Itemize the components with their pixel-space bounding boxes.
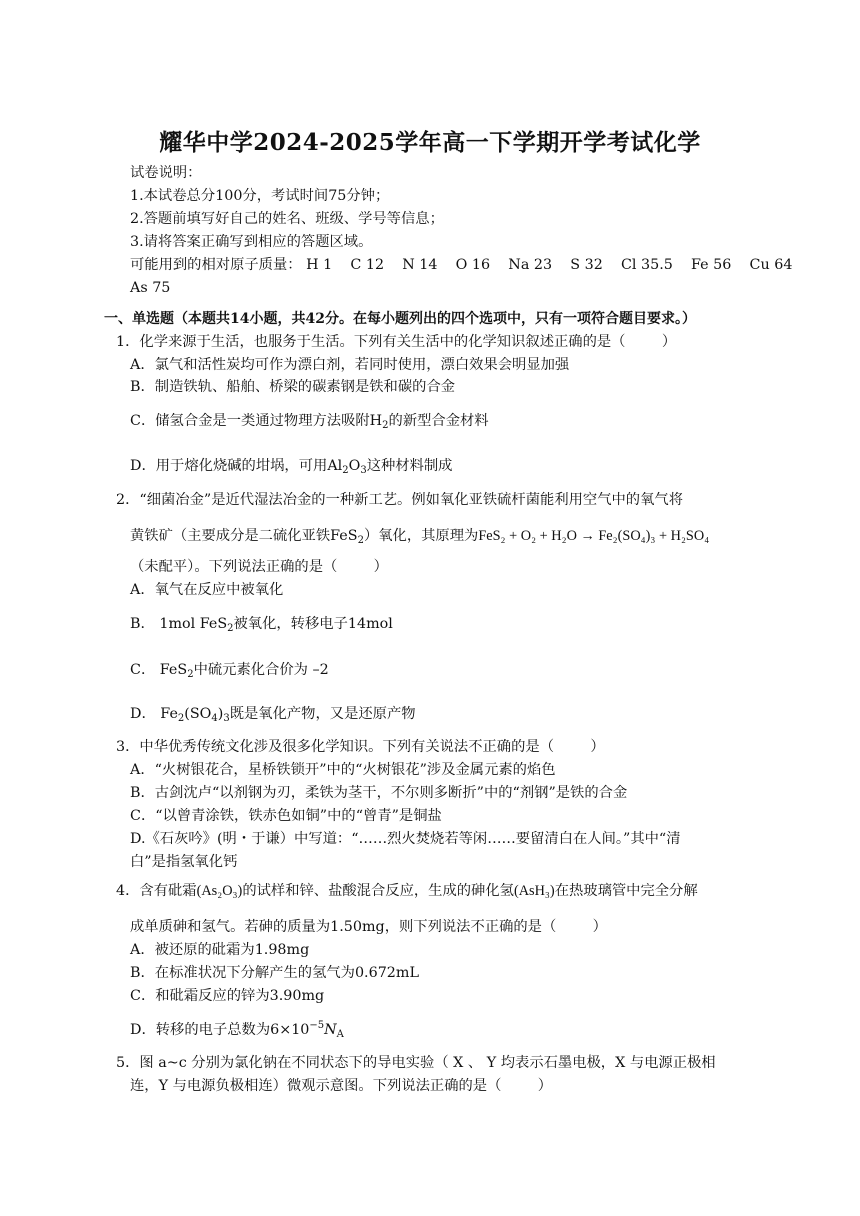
q4-option-a: A．被还原的砒霜为1.98mg — [130, 942, 310, 958]
exam-title: 耀华中学2024-2025学年高一下学期开学考试化学 — [159, 129, 701, 156]
q2-stem-line2: 黄铁矿（主要成分是二硫化亚铁FeS$_2$）氧化，其原理为FeS₂ + O₂ + H₂O → Fe₂(SO₄)₃ + H₂SO₄ — [130, 528, 710, 546]
instructions-heading: 试卷说明： — [130, 165, 202, 181]
q2-equation: FeS₂ + O₂ + H₂O → Fe₂(SO₄)₃ + H₂SO₄ — [478, 528, 710, 544]
q2-stem-line1: 2．“细菌冶金”是近代湿法冶金的一种新工艺。例如氧化亚铁硫杆菌能利用空气中的氧气将 — [116, 492, 683, 508]
q1-option-c: C．储氢合金是一类通过物理方法吸附$H_2$的新型合金材料 — [130, 413, 489, 431]
q3-option-d-line1: D.《石灰吟》(明・于谦）中写道：“……烈火焚烧若等闲……要留清白在人间。”其中“清 — [130, 831, 681, 847]
atomic-masses-line2: As 75 — [130, 280, 171, 296]
q5-stem-line1: 5．图 a~c 分别为氯化钠在不同状态下的导电实验（ X 、 Y 均表示石墨电极，X 与电源正极相 — [116, 1055, 716, 1071]
q4-option-d: D．转移的电子总数为$6\times 10^{-5}N_A$ — [130, 1020, 344, 1040]
section-1-heading: 一、单选题（本题共14小题，共42分。在每小题列出的四个选项中，只有一项符合题目要求。） — [104, 311, 696, 327]
instruction-item-3: 3.请将答案正确写到相应的答题区域。 — [130, 234, 373, 250]
q4-arsenic-trioxide-formula: (As₂O₃) — [196, 883, 243, 899]
q4-arsine-formula: (AsH₃) — [513, 883, 555, 899]
q2-option-a: A．氧气在反应中被氧化 — [130, 582, 284, 598]
instruction-item-2: 2.答题前填写好自己的姓名、班级、学号等信息； — [130, 211, 444, 227]
atomic-masses-line1: 可能用到的相对原子质量： H 1 C 12 N 14 O 16 Na 23 S 32 Cl 35.5 Fe 56 Cu 64 — [130, 257, 793, 273]
q1-option-a: A．氯气和活性炭均可作为漂白剂，若同时使用，漂白效果会明显加强 — [130, 357, 570, 373]
q3-option-b: B．古剑沈卢“以剂钢为刃，柔铁为茎干，不尔则多断折”中的“剂钢”是铁的合金 — [130, 785, 628, 801]
q4-stem-line2: 成单质砷和氢气。若砷的质量为1.50mg，则下列说法不正确的是（ ） — [130, 919, 607, 935]
q3-option-c: C．“以曾青涂铁，铁赤色如铜”中的“曾青”是铜盐 — [130, 808, 442, 824]
q4-stem-line1: 4．含有砒霜(As₂O₃)的试样和锌、盐酸混合反应，生成的砷化氢(AsH₃)在热玻璃管中完全分解 — [116, 883, 698, 899]
q4-option-c: C．和砒霜反应的锌为3.90mg — [130, 988, 325, 1004]
q1-stem: 1．化学来源于生活，也服务于生活。下列有关生活中的化学知识叙述正确的是（ ） — [116, 334, 677, 350]
q2-option-c: C． FeS$_2$中硫元素化合价为 –2 — [130, 662, 329, 680]
q2-option-d: D． $Fe_2(SO_4)_3$既是氧化产物，又是还原产物 — [130, 706, 416, 724]
q3-option-a: A．“火树银花合，星桥铁锁开”中的“火树银花”涉及金属元素的焰色 — [130, 762, 556, 778]
q1-option-b: B．制造铁轨、船舶、桥梁的碳素钢是铁和碳的合金 — [130, 379, 456, 395]
q2-option-b: B． 1mol FeS$_2$被氧化，转移电子14mol — [130, 616, 393, 634]
instruction-item-1: 1.本试卷总分100分，考试时间75分钟； — [130, 188, 390, 204]
q1-option-d: D．用于熔化烧碱的坩埚，可用$Al_2O_3$这种材料制成 — [130, 458, 453, 476]
q4-option-b: B．在标准状况下分解产生的氢气为0.672mL — [130, 965, 419, 981]
q5-stem-line2: 连，Y 与电源负极相连）微观示意图。下列说法正确的是（ ） — [130, 1078, 553, 1094]
q3-option-d-line2: 白”是指氢氧化钙 — [130, 854, 238, 870]
q3-stem: 3．中华优秀传统文化涉及很多化学知识。下列有关说法不正确的是（ ） — [116, 739, 605, 755]
q2-stem-line3: （未配平）。下列说法正确的是（ ） — [130, 559, 388, 575]
